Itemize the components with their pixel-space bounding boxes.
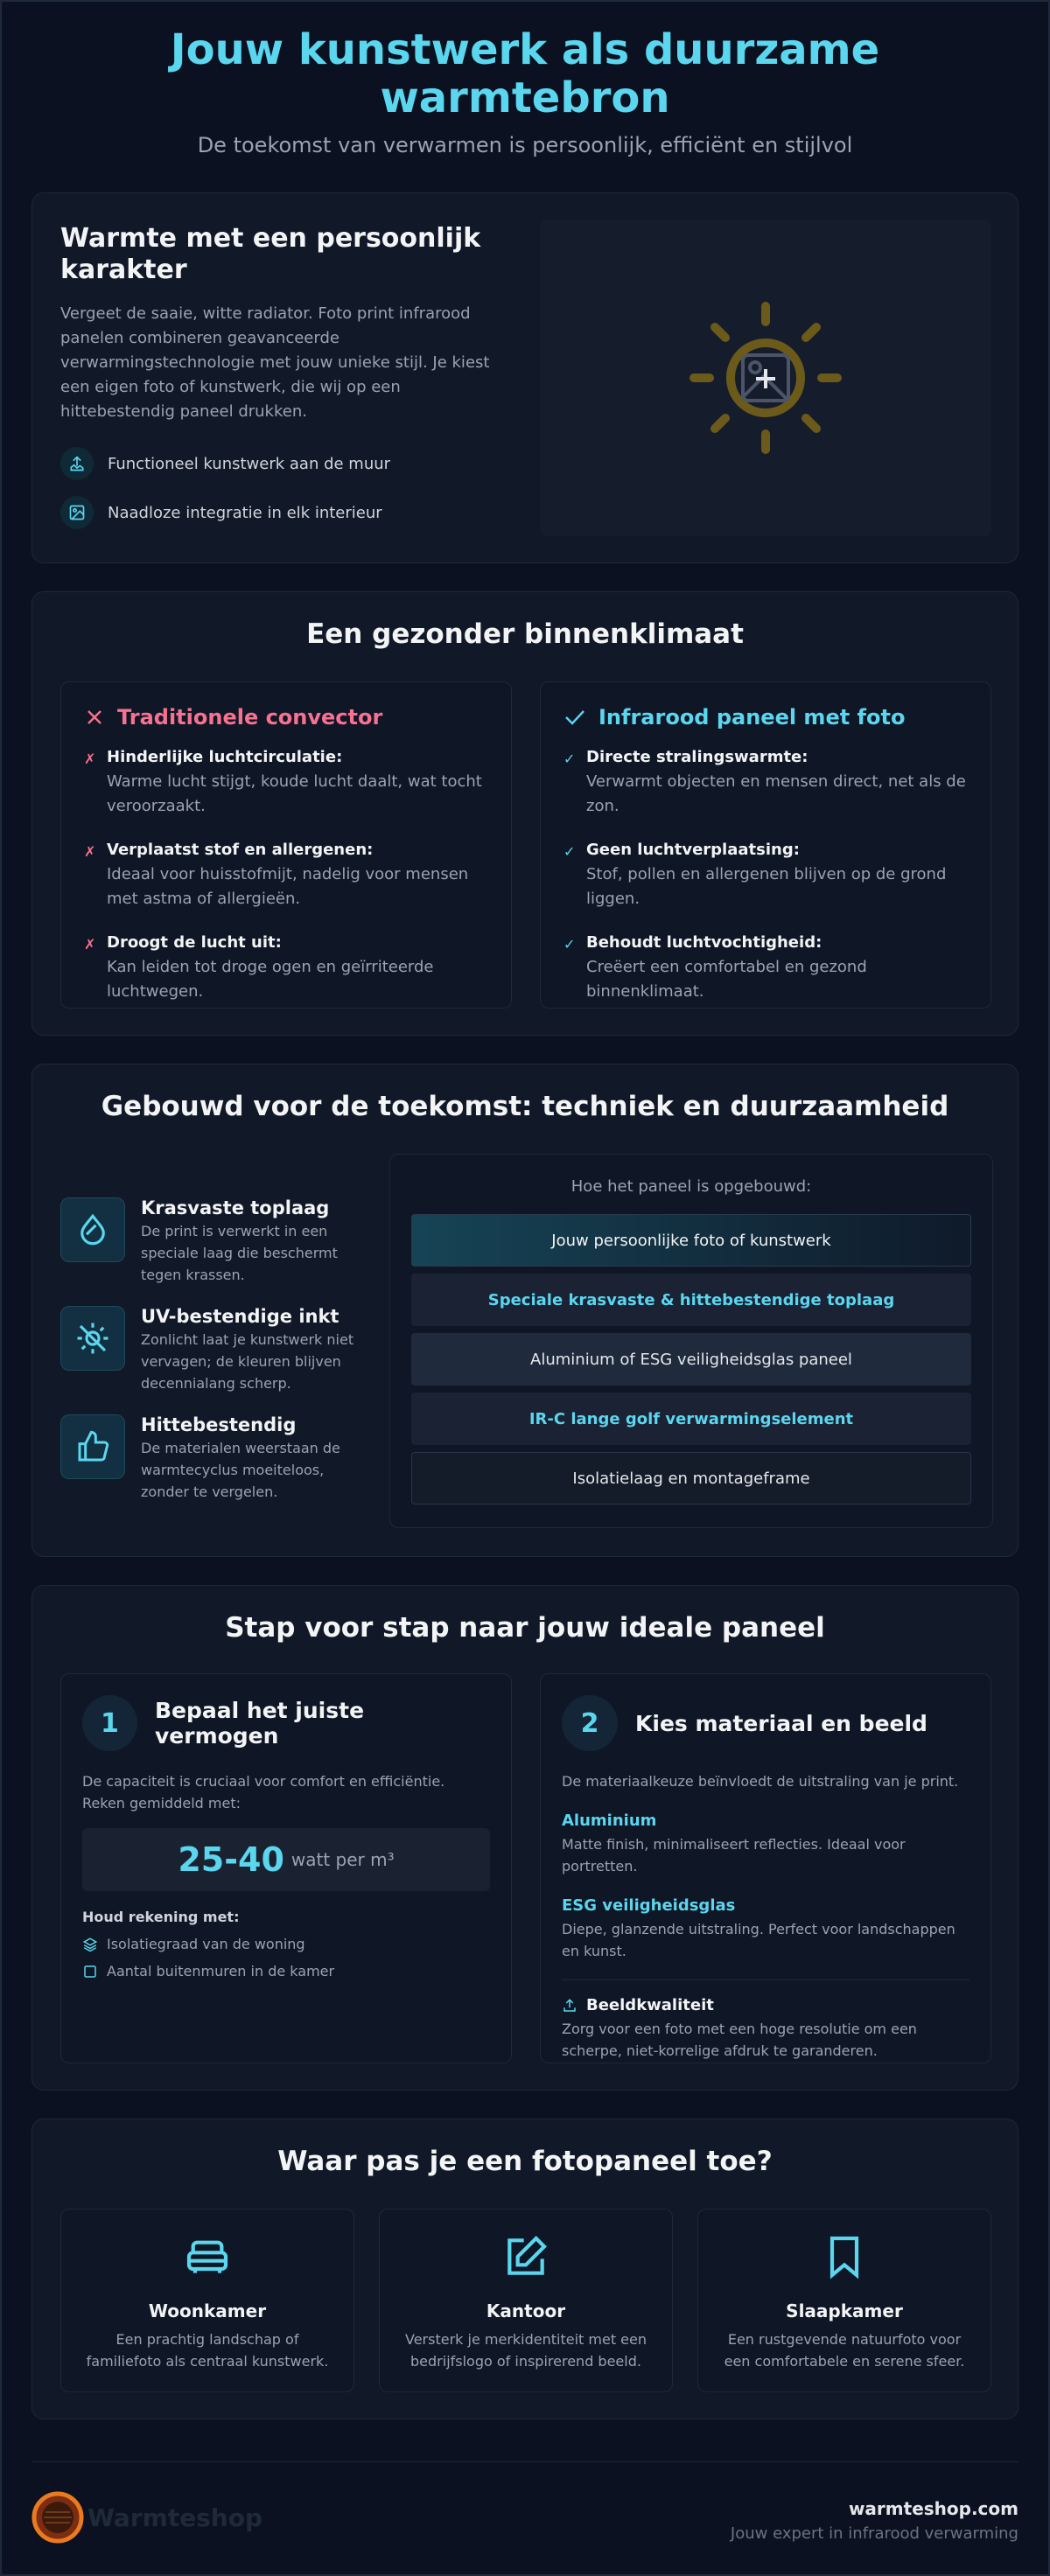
layer-toplayer: Speciale krasvaste & hittebestendige toplaag	[411, 1274, 971, 1326]
page-subtitle: De toekomst van verwarmen is persoonlijk, efficiënt en stijlvol	[197, 133, 853, 157]
cross-icon: ✗	[84, 750, 96, 767]
logo-icon	[32, 2491, 84, 2544]
wattage-unit: watt per m³	[290, 1849, 395, 1870]
tech-feature-text: Zonlicht laat je kunstwerk niet vervagen; de kleuren blijven decennialang scherp.	[141, 1331, 354, 1392]
room-text: Een rustgevende natuurfoto voor een comfortabele en serene sfeer.	[724, 2331, 965, 2370]
consider-item	[82, 1963, 490, 1979]
feature-label: Functioneel kunstwerk aan de muur	[108, 454, 391, 473]
tech-feature-text: De materialen weerstaan de warmtecyclus moeiteloos, zonder te vergelen.	[141, 1440, 340, 1500]
tech-feature	[60, 1414, 358, 1503]
room-card	[697, 2209, 991, 2392]
tech-feature	[60, 1197, 358, 1286]
material-text: Diepe, glanzende uitstraling. Perfect voor landschappen en kunst.	[562, 1921, 956, 1959]
logo-text: Warmteshop	[88, 2503, 263, 2532]
footer-info	[731, 2498, 1018, 2543]
tech-title: Gebouwd voor de toekomst: techniek en duurzaamheid	[101, 1091, 949, 1122]
traditional-heading: Traditionele convector	[117, 705, 383, 730]
step-text: De materiaalkeuze beïnvloedt de uitstraling van je print.	[562, 1773, 959, 1790]
list-item	[564, 838, 968, 911]
feature-item	[60, 496, 515, 529]
list-item	[84, 745, 488, 819]
quality-text: Zorg voor een foto met een hoge resolutie om een scherpe, niet-korrelige afdruk te garanderen.	[562, 2021, 917, 2059]
material-name: ESG veiligheidsglas	[562, 1896, 736, 1915]
rooms-card	[32, 2119, 1018, 2419]
layer-photo: Jouw persoonlijke foto of kunstwerk	[411, 1214, 971, 1267]
material-text: Matte finish, minimaliseert reflecties. Ideaal voor portretten.	[562, 1836, 906, 1874]
divider	[562, 1979, 970, 1980]
material-name: Aluminium	[562, 1812, 657, 1830]
upload-icon	[562, 1998, 578, 2014]
item-title: Droogt de lucht uit:	[107, 933, 282, 952]
intro-heading: Warmte met een persoonlijk karakter	[60, 223, 481, 285]
consider-heading: Houd rekening met:	[82, 1909, 240, 1925]
layer-panel: Aluminium of ESG veiligheidsglas paneel	[411, 1333, 971, 1386]
room-card	[60, 2209, 354, 2392]
item-text: Kan leiden tot droge ogen en geïrriteerde luchtwegen.	[107, 958, 434, 1001]
list-item	[564, 931, 968, 1004]
tech-card	[32, 1064, 1018, 1557]
quality-heading-row	[562, 1996, 970, 2014]
traditional-column	[60, 681, 512, 1009]
check-icon: ✓	[564, 750, 576, 767]
step-number: 2	[562, 1695, 618, 1751]
room-text: Een prachtig landschap of familiefoto als centraal kunstwerk.	[86, 2331, 329, 2370]
sun-off-icon	[60, 1306, 125, 1371]
climate-title: Een gezonder binnenklimaat	[306, 618, 744, 650]
item-text: Warme lucht stijgt, koude lucht daalt, wat tocht veroorzaakt.	[107, 772, 482, 815]
layers-caption: Hoe het paneel is opgebouwd:	[570, 1177, 812, 1196]
panel-layers	[389, 1154, 993, 1528]
tech-feature	[60, 1306, 358, 1394]
upload-art-icon	[60, 447, 94, 480]
consider-item	[82, 1936, 490, 1952]
step-text: De capaciteit is cruciaal voor comfort en efficiëntie. Reken gemiddeld met:	[82, 1773, 445, 1812]
intro-image-placeholder	[540, 220, 991, 536]
infrared-heading: Infrarood paneel met foto	[598, 705, 906, 730]
thumbs-up-icon	[60, 1414, 125, 1479]
list-item	[564, 745, 968, 819]
intro-card	[32, 192, 1018, 563]
rooms-title: Waar pas je een fotopaneel toe?	[277, 2146, 773, 2177]
consider-label: Isolatiegraad van de woning	[107, 1936, 305, 1952]
room-name: Woonkamer	[148, 2300, 267, 2321]
check-icon: ✓	[564, 936, 576, 953]
square-icon	[82, 1964, 107, 1979]
item-title: Hinderlijke luchtcirculatie:	[107, 748, 343, 766]
climate-card	[32, 591, 1018, 1036]
tech-feature-text: De print is verwerkt in een speciale laag die beschermt tegen krassen.	[141, 1223, 338, 1283]
room-text: Versterk je merkidentiteit met een bedrijfslogo of inspirerend beeld.	[405, 2331, 647, 2370]
item-text: Ideaal voor huisstofmijt, nadelig voor mensen met astma of allergieën.	[107, 865, 469, 908]
close-icon	[84, 707, 105, 728]
check-icon: ✓	[564, 843, 576, 860]
wattage-box	[82, 1828, 490, 1891]
check-icon	[564, 707, 586, 728]
infrared-column	[540, 681, 991, 1009]
item-title: Geen luchtverplaatsing:	[586, 841, 800, 859]
image-icon	[60, 496, 94, 529]
cross-icon: ✗	[84, 936, 96, 953]
footer-site-link[interactable]: warmteshop.com	[848, 2498, 1018, 2519]
step-heading: Bepaal het juiste vermogen	[154, 1698, 365, 1749]
wattage-value: 25-40	[178, 1840, 284, 1879]
list-item	[84, 838, 488, 911]
page-title: Jouw kunstwerk als duurzame warmtebron	[170, 25, 880, 122]
traditional-heading-row	[84, 705, 488, 730]
infrared-heading-row	[564, 705, 968, 730]
footer-divider	[32, 2461, 1018, 2462]
bookmark-icon	[818, 2268, 871, 2285]
room-card	[379, 2209, 673, 2392]
list-item	[84, 931, 488, 1004]
room-name: Kantoor	[486, 2300, 566, 2321]
drop-icon	[60, 1197, 125, 1262]
item-title: Verplaatst stof en allergenen:	[107, 841, 374, 859]
image-sun-icon	[687, 299, 844, 457]
intro-text: Vergeet de saaie, witte radiator. Foto print infrarood panelen combineren geavanceerde verwarmingstechnologie met jouw unieke stijl. Je kiest een eigen foto of kunstwerk, die wij op een hittebestendig paneel drukken.	[60, 304, 490, 421]
layers-icon	[82, 1937, 107, 1952]
consider-label: Aantal buitenmuren in de kamer	[107, 1963, 335, 1979]
item-text: Verwarmt objecten en mensen direct, net als de zon.	[586, 772, 966, 815]
step-number: 1	[82, 1695, 137, 1751]
quality-heading: Beeldkwaliteit	[586, 1996, 714, 2014]
tech-feature-title: Hittebestendig	[141, 1414, 297, 1435]
item-text: Creëert een comfortabel en gezond binnenklimaat.	[586, 958, 867, 1001]
item-text: Stof, pollen en allergenen blijven op de grond liggen.	[586, 865, 947, 908]
layer-insulation: Isolatielaag en montageframe	[411, 1452, 971, 1504]
item-title: Directe stralingswarmte:	[586, 748, 808, 766]
edit-icon	[500, 2268, 552, 2285]
feature-item	[60, 447, 515, 480]
tech-feature-title: UV-bestendige inkt	[141, 1306, 340, 1327]
steps-title: Stap voor stap naar jouw ideale paneel	[225, 1612, 825, 1644]
cross-icon: ✗	[84, 843, 96, 860]
tech-feature-title: Krasvaste toplaag	[141, 1197, 330, 1218]
footer-tagline: Jouw expert in infrarood verwarming	[730, 2524, 1018, 2543]
room-name: Slaapkamer	[786, 2300, 903, 2321]
step-heading: Kies materiaal en beeld	[635, 1710, 928, 1736]
item-title: Behoudt luchtvochtigheid:	[586, 933, 822, 952]
footer-logo[interactable]	[32, 2491, 262, 2544]
feature-label: Naadloze integratie in elk interieur	[108, 503, 382, 522]
steps-card	[32, 1585, 1018, 2091]
step-1-card	[60, 1673, 512, 2063]
layer-heating: IR-C lange golf verwarmingselement	[411, 1393, 971, 1445]
step-2-card	[540, 1673, 991, 2063]
sofa-icon	[181, 2268, 234, 2285]
